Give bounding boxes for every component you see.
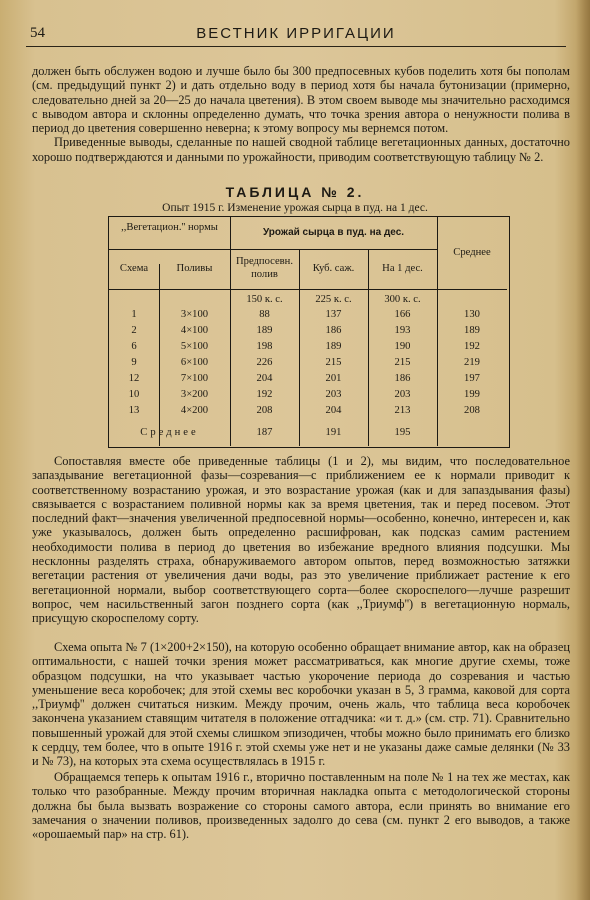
cell-value: 193 [394, 325, 411, 336]
header-scheme: Схема [119, 263, 149, 274]
header-watering: Поливы [176, 263, 213, 274]
cell-value: 203 [325, 389, 342, 400]
cell-watering: 3×100 [180, 309, 209, 320]
cell-value: 201 [325, 373, 342, 384]
cell-watering: 5×100 [180, 341, 209, 352]
cell-value: 215 [325, 357, 342, 368]
cell-scheme: 2 [131, 325, 137, 336]
cell-watering: 4×100 [180, 325, 209, 336]
header-norms: ,,Вегетацион.'' нормы [121, 222, 218, 233]
cell-scheme: 10 [128, 389, 140, 400]
units-cell: 300 к. с. [384, 294, 421, 305]
table-row [109, 427, 507, 443]
cell-watering: 4×200 [180, 405, 209, 416]
cell-scheme: 9 [131, 357, 137, 368]
cell-value: 203 [394, 389, 411, 400]
header-avg: Среднее [453, 247, 491, 258]
cell-avg: 189 [464, 325, 480, 336]
table-row [109, 373, 507, 389]
cell-scheme: 6 [131, 341, 137, 352]
cell-avg: 208 [464, 405, 480, 416]
units-cell: 225 к. с. [315, 294, 352, 305]
paragraph: Сопоставляя вместе обе приведенные таблицы (1 и 2), мы видим, что последовательное запаздывание вегетационной фазы—созревания—с приближением ее к нормали приводит к соответственному возрастанию урожая, и это возрастание урожая (как и для запаздывания фазы) связывается с возрастанием поливной нормы как за время цветения, так и перед посевом. Этот последний факт—значения увеличенной предпосевной нормы—особенно, конечно, интересен и, как уже указывалось, должен быть определенно расшифрован, как подсказ самим растением необходимости полива в период до цветения во избежание вредного влияния подсушки. Мы несклонны разделять страха, обнаруживаемого автором опытов, перед возможностью затяжки вегетации растения от увеличения дачи воды, раз это увеличение приближает растение к его вегетационной нормали, выбор соответствующего сорта—более скороспелого—лучше разрешит вопрос, чем насильственный загон позднего сорта (как ,,Триумф'') в вегетационную нормаль, присущую скороспелому сорту. [32, 454, 570, 626]
table-row [109, 325, 507, 341]
units-cell: 150 к. с. [246, 294, 283, 305]
body-text-2 [32, 640, 570, 769]
table-row [109, 341, 507, 357]
cell-watering: 6×100 [180, 357, 209, 368]
header-per-des: На 1 дес. [382, 263, 423, 274]
cell-value: 166 [394, 309, 411, 320]
table-row [109, 405, 507, 421]
cell-value: 208 [256, 405, 273, 416]
yield-table [108, 216, 510, 448]
cell-value: 137 [325, 309, 342, 320]
cell-value: 186 [325, 325, 342, 336]
journal-title: ВЕСТНИК ИРРИГАЦИИ [196, 25, 396, 42]
cell-avg: 199 [464, 389, 480, 400]
header-presow: Предпосевн. полив [236, 256, 293, 280]
avg-label: Среднее [140, 427, 199, 438]
cell-value: 191 [325, 427, 342, 438]
body-text-3 [32, 770, 570, 841]
cell-watering: 7×100 [180, 373, 209, 384]
cell-scheme: 13 [128, 405, 140, 416]
cell-value: 187 [256, 427, 273, 438]
paragraph: Обращаемся теперь к опытам 1916 г., вторично поставленным на поле № 1 на тех же местах, как только что разобранные. Между прочим вторичная накладка опыта с методологической стороны должна бы была вызвать возражение со стороны самого автора, если принять во внимание его замечания о значении поливов, произведенных задолго до сева (см. пункт 2 его выводов, а также «орошаемый пар» на стр. 61). [32, 770, 570, 842]
cell-value: 192 [256, 389, 273, 400]
cell-value: 189 [256, 325, 273, 336]
cell-avg: 192 [464, 341, 480, 352]
paragraph: Приведенные выводы, сделанные по нашей сводной таблице вегетационных данных, достаточно хорошо подтверждаются и данными по урожайности, приводим соответствующую таблицу № 2. [32, 135, 570, 164]
cell-value: 198 [256, 341, 273, 352]
table-row [109, 389, 507, 405]
table-title: ТАБЛИЦА № 2. [225, 184, 365, 200]
table-subtitle: Опыт 1915 г. Изменение урожая сырца в пуд. на 1 дес. [162, 202, 428, 214]
body-text-1 [32, 454, 570, 626]
table-row [109, 357, 507, 373]
cell-avg: 197 [464, 373, 480, 384]
cell-value: 186 [394, 373, 411, 384]
cell-scheme: 12 [128, 373, 140, 384]
cell-avg: 130 [464, 309, 480, 320]
header-yield: Урожай сырца в пуд. на дес. [262, 227, 405, 238]
cell-value: 88 [259, 309, 270, 320]
cell-scheme: 1 [131, 309, 137, 320]
cell-value: 204 [256, 373, 273, 384]
paragraph: Схема опыта № 7 (1×200+2×150), на которую особенно обращает внимание автор, как на образец оптимальности, с нашей точки зрения может рассматриваться, как многие другие схемы, тоже образцом подсушки, на что указывает частью укорочение периода до созревания и частью уменьшение веса коробочек; для этой схемы вес коробочки указан в 5, 3 грамма, каковой для сорта ,,Триумф'' должен считаться низким. Между прочим, очень жаль, что таблица веса коробочек закончена указанием ставящим читателя в положение отгадчика: «и т. д.» (см. стр. 71). Сравнительно повышенный урожай для этой схемы слишком эпизодичен, чтобы можно было принимать его близко к сердцу, тем более, что в опыте 1916 г. этой схемы уже нет и не указаны даже самые делянки (№ 33 и № 73), на которых эта схема осуществлялась в 1915 г. [32, 640, 570, 769]
header-cub: Куб. саж. [312, 263, 355, 274]
cell-value: 189 [325, 341, 342, 352]
cell-avg: 219 [464, 357, 480, 368]
cell-value: 215 [394, 357, 411, 368]
cell-value: 204 [325, 405, 342, 416]
cell-value: 195 [394, 427, 411, 438]
table-row [109, 309, 507, 325]
cell-value: 226 [256, 357, 273, 368]
page-header [26, 24, 566, 47]
page-number: 54 [30, 25, 45, 41]
cell-value: 190 [394, 341, 411, 352]
intro-text [32, 64, 570, 164]
cell-value: 213 [394, 405, 411, 416]
cell-watering: 3×200 [180, 389, 209, 400]
paragraph: должен быть обслужен водою и лучше было бы 300 предпосевных кубов поделить хотя бы пополам (см. предыдущий пункт 2) и дать отдельно воду в период хотя бы начала бутонизации (примерно, следовательно дней за 20—25 до начала цветения). В этом своем выводе мы значительно расходимся с выводом автора и склонны определенно думать, что точка зрения автора о ненужности полива в период до цветения совершенно неверна; к этому вопросу мы вернемся потом. [32, 64, 570, 136]
